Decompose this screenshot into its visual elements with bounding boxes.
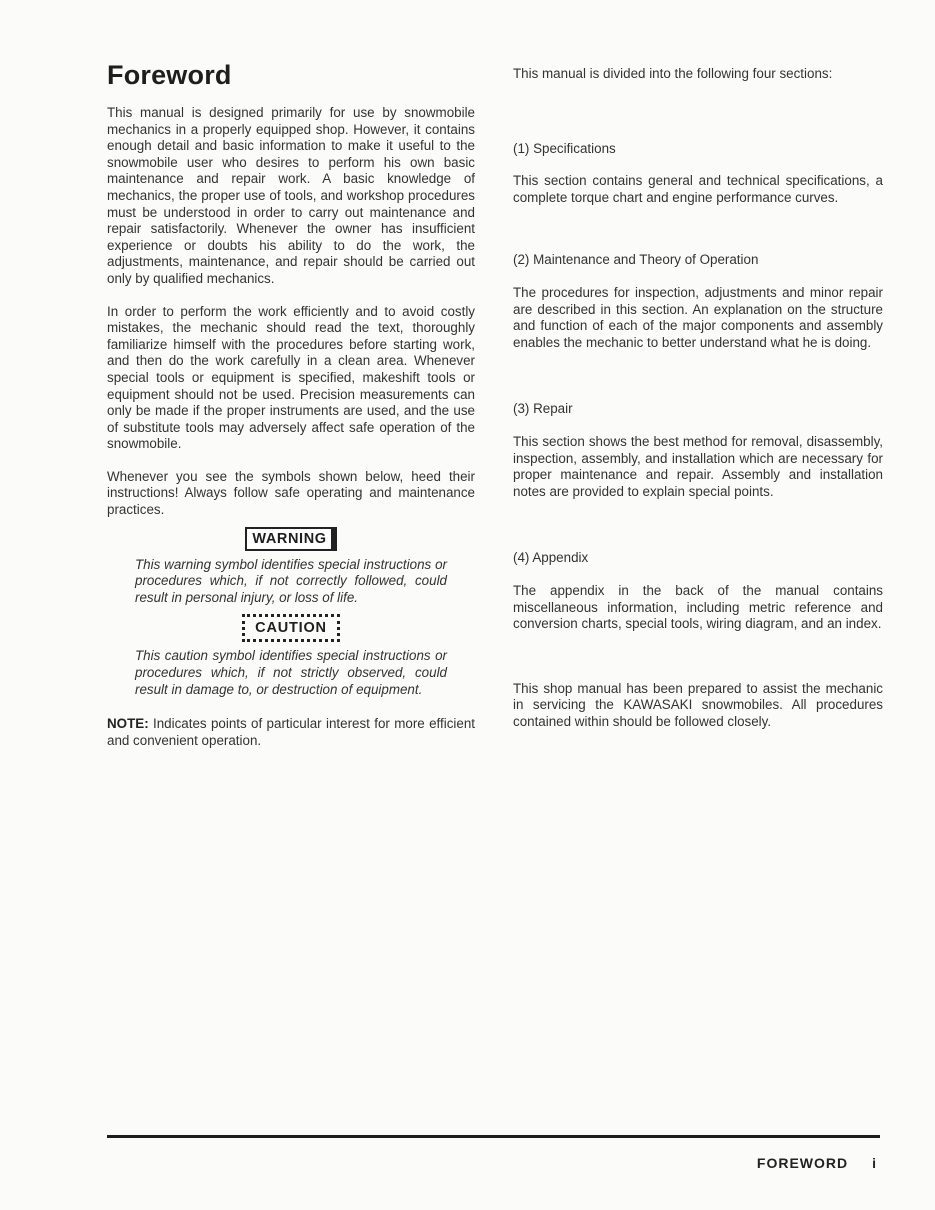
right-column: [513, 66, 883, 730]
procedure-paragraph: In order to perform the work efficiently and to avoid costly mistakes, the mechanic should read the text, thoroughly familiarize himself with the procedures before starting work, and then do the work carefully in a clean area. Whenever special tools or equipment is specified, makeshift tools or equipment should not be used. Precision measurements can only be made if the proper instruments are used, and the use of substitute tools may adversely affect safe operation of the snowmobile.: [107, 303, 475, 452]
note-label: NOTE:: [107, 716, 149, 732]
caution-symbol: [107, 614, 475, 642]
section-heading-appendix: (4) Appendix: [513, 550, 589, 566]
section-body-maintenance: The procedures for inspection, adjustments and minor repair are described in this section. An explanation on the structure and function of each of the major components and assembly enables the mechanic to better understand what he is doing.: [513, 284, 883, 350]
section-body-repair: This section shows the best method for removal, disassembly, inspection, assembly, and installation which are necessary for proper maintenance and repair. Assembly and installation notes are provided to explain special points.: [513, 433, 883, 499]
page-title: Foreword: [107, 60, 232, 90]
left-column: [107, 60, 475, 749]
sections-intro: This manual is divided into the following four sections:: [513, 66, 833, 81]
page-number: i: [872, 1155, 877, 1171]
section-body-appendix: The appendix in the back of the manual contains miscellaneous information, including metric reference and conversion charts, special tools, wiring diagram, and an index.: [513, 582, 883, 632]
warning-description: This warning symbol identifies special instructions or procedures which, if not correctly followed, could result in personal injury, or loss of life.: [135, 556, 447, 605]
symbols-paragraph: Whenever you see the symbols shown below, heed their instructions! Always follow safe operating and maintenance practices.: [107, 468, 475, 518]
footer-rule: [107, 1135, 880, 1138]
warning-symbol: [107, 527, 475, 551]
caution-description: This caution symbol identifies special instructions or procedures which, if not strictly observed, could result in damage to, or destruction of equipment.: [135, 648, 447, 697]
warning-label: WARNING: [245, 527, 336, 551]
note-text: Indicates points of particular interest for more efficient and convenient operation.: [107, 716, 475, 748]
section-body-specifications: This section contains general and technical specifications, a complete torque chart and engine performance curves.: [513, 173, 883, 205]
page-footer: [757, 1155, 877, 1171]
closing-paragraph: This shop manual has been prepared to assist the mechanic in servicing the KAWASAKI snowmobiles. All procedures contained within should be followed closely.: [513, 680, 883, 729]
caution-label: CAUTION: [242, 614, 340, 642]
section-heading-specifications: (1) Specifications: [513, 140, 616, 156]
intro-paragraph: This manual is designed primarily for use by snowmobile mechanics in a properly equipped shop. However, it contains enough detail and basic information to make it useful to the snowmobile user who desires to perform his own basic maintenance and repair work. A basic knowledge of mechanics, the proper use of tools, and workshop procedures must be understood in order to carry out maintenance and repair satisfactorily. Whenever the owner has insufficient experience or doubts his ability to do the work, the adjustments, maintenance, and repair should be carried out only by qualified mechanics.: [107, 105, 475, 286]
note-paragraph: [107, 716, 475, 749]
footer-section-name: FOREWORD: [756, 1155, 849, 1171]
section-heading-maintenance: (2) Maintenance and Theory of Operation: [513, 252, 759, 268]
section-heading-repair: (3) Repair: [513, 401, 573, 417]
